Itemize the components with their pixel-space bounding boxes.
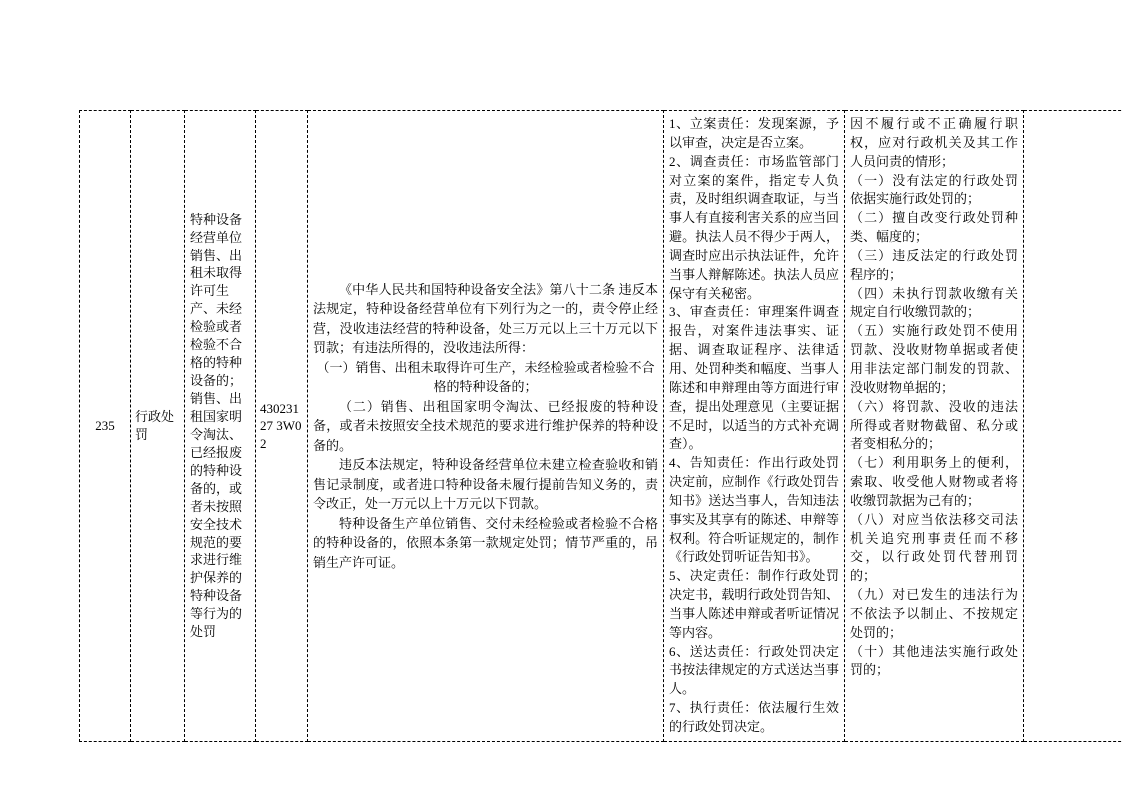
accountability-item: （六）将罚款、没收的违法所得或者财物截留、私分或者变相私分的； — [850, 398, 1018, 452]
duty-item: 1、立案责任：发现案源，予以审查，决定是否立案。 — [669, 116, 839, 150]
cell-duty-items — [664, 111, 845, 742]
accountability-item: （五）实施行政处罚不使用罚款、没收财物单据或者使用非法定部门制发的罚款、没收财物单据的； — [850, 323, 1018, 395]
accountability-item: （七）利用职务上的便利，索取、收受他人财物或者将收缴罚款据为己有的； — [850, 455, 1018, 508]
basis-paragraph: 违反本法规定，特种设备经营单位未建立检查验收和销售记录制度，或者进口特种设备未履行提前告知义务的，责令改正，处一万元以上十万元以下罚款。 — [313, 457, 658, 512]
duty-item: 3、审查责任：审理案件调查报告，对案件违法事实、证据、调查取证程序、法律适用、处罚种类和幅度、当事人陈述和申辩理由等方面进行审查，提出处理意见（主要证据不足时，以适当的方式补充调查）。 — [669, 304, 839, 452]
table-row — [80, 111, 1122, 742]
basis-paragraph: （一）销售、出租未取得许可生产，未经检验或者检验不合格的特种设备的； — [316, 359, 655, 395]
accountability-item: （三）违反法定的行政处罚程序的； — [850, 247, 1018, 282]
cell-legal-basis — [308, 111, 664, 742]
cell-code: 43023127 3W02 — [256, 111, 308, 742]
accountability-item: （十）其他违法实施行政处罚的； — [850, 643, 1018, 678]
cell-type: 行政处罚 — [131, 111, 185, 742]
accountability-item: （一）没有法定的行政处罚依据实施行政处罚的； — [850, 172, 1018, 207]
accountability-item: （四）未执行罚款收缴有关规定自行收缴罚款的； — [850, 285, 1018, 320]
accountability-item: 因不履行或不正确履行职权，应对行政机关及其工作人员问责的情形； — [850, 116, 1018, 169]
basis-paragraph: 《中华人民共和国特种设备安全法》第八十二条 违反本法规定，特种设备经营单位有下列行为之一的，责令停止经营，没收违法经营的特种设备，处三万元以上三十万元以下罚款；有违法所得的，没收违法所得： — [313, 281, 658, 356]
regulation-table — [79, 110, 1122, 742]
duty-item: 6、送达责任：行政处罚决定书按法律规定的方式送达当事人。 — [669, 643, 839, 697]
accountability-item: （八）对应当依法移交司法机关追究刑事责任而不移交，以行政处罚代替刑罚的； — [850, 511, 1018, 584]
cell-remark — [1024, 111, 1122, 742]
cell-item-name: 特种设备经营单位销售、出租未取得许可生产、未经检验或者检验不合格的特种设备的；销售、出租国家明令淘汰、已经报废的特种设备的，或者未按照安全技术规范的要求进行维护保养的特种设备等行为的处罚 — [185, 111, 256, 742]
duty-item: 7、执行责任：依法履行生效的行政处罚决定。 — [669, 700, 839, 734]
accountability-item: （二）擅自改变行政处罚种类、幅度的； — [850, 210, 1018, 245]
accountability-item: （九）对已发生的违法行为不依法予以制止、不按规定处罚的； — [850, 587, 1018, 640]
duty-item: 5、决定责任：制作行政处罚决定书，载明行政处罚告知、当事人陈述申辩或者听证情况等内容。 — [669, 568, 839, 640]
cell-accountability — [845, 111, 1024, 742]
cell-id: 235 — [80, 111, 131, 742]
duty-item: 4、告知责任：作出行政处罚决定前，应制作《行政处罚告知书》送达当事人，告知违法事实及其享有的陈述、申辩等权利。符合听证规定的，制作《行政处罚听证告知书》。 — [669, 455, 839, 565]
basis-paragraph: 特种设备生产单位销售、交付未经检验或者检验不合格的特种设备的，依照本条第一款规定处罚；情节严重的，吊销生产许可证。 — [313, 515, 658, 570]
basis-paragraph: （二）销售、出租国家明令淘汰、已经报废的特种设备，或者未按照安全技术规范的要求进行维护保养的特种设备的。 — [313, 398, 658, 453]
duty-item: 2、调查责任：市场监管部门对立案的案件，指定专人负责，及时组织调查取证，与当事人有直接利害关系的应当回避。执法人员不得少于两人，调查时应出示执法证件，允许当事人辩解陈述。执法人员应保守有关秘密。 — [669, 153, 839, 301]
